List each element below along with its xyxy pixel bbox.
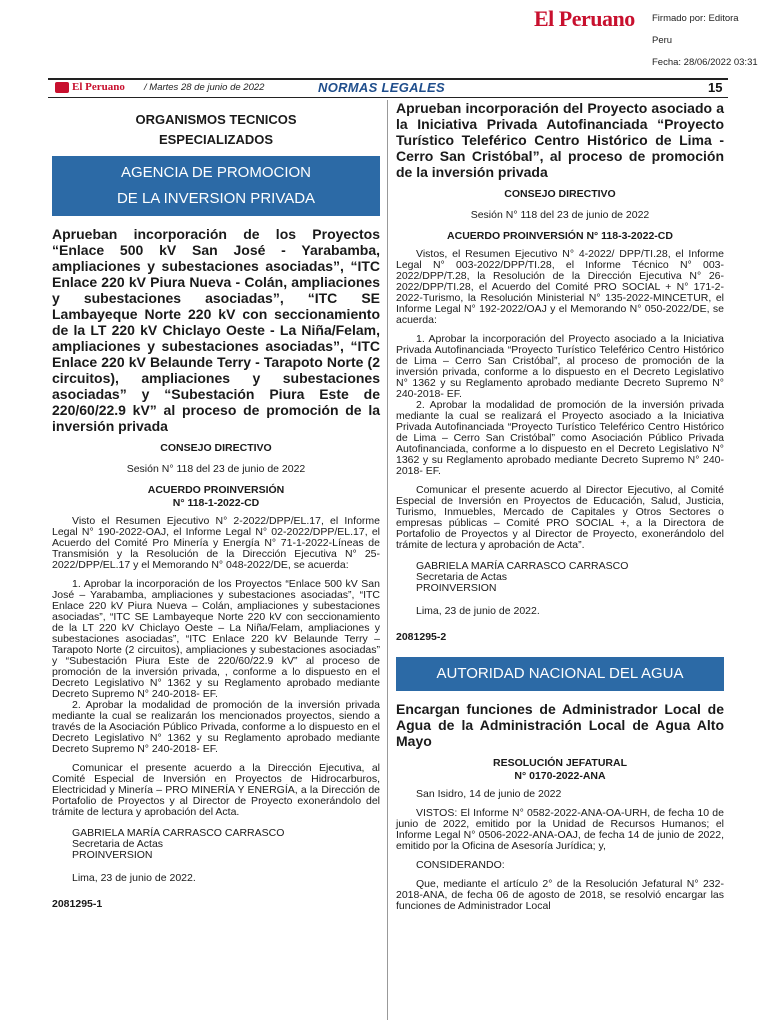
place-date: Lima, 23 de junio de 2022. <box>72 872 196 884</box>
agreement-line: ACUERDO PROINVERSIÓN <box>147 484 285 496</box>
article-title: Encargan funciones de Administrador Local de Agua de la Administración Local de Agua Alto Mayo <box>396 701 724 749</box>
paragraph: 2. Aprobar la modalidad de promoción de la inversión privada mediante la cual se realizará el Proyecto asociado a la Iniciativa Privada Autofinanciada “Proyecto Turístico Teleférico Centro Histórico de Lima – Cerro San Cristóbal” como Asociación Público Privada Autofinanciada, conforme a lo dispuesto en el Decreto Legislativo N° 1362 y su Reglamento aprobado mediante Decreto Supremo N° 240-2018- EF. <box>396 399 724 477</box>
resolution-line: RESOLUCIÓN JEFATURAL <box>493 757 627 769</box>
section-heading <box>52 110 380 150</box>
agreement-heading <box>52 484 380 510</box>
council-heading: CONSEJO DIRECTIVO <box>160 442 272 454</box>
article-title: Aprueban incorporación de los Proyectos “Enlace 500 kV San José - Yarabamba, ampliaciones y subestaciones asociadas”, “ITC Enlace 220 kV Piura Nueva - Colán, ampliaciones y subestaciones asociadas”, “ITC SE Lambayeque Norte 220 kV con seccionamiento de la LT 220 kV Chiclayo Oeste - La Niña/Felam, ampliaciones y subestaciones asociadas”, “ITC Enlace 220 kV Belaunde Terry - Tarapoto Norte (2 circuitos), ampliaciones y subestaciones asociadas” y “Subestación Piura Este de 220/60/22.9 kV” al proceso de promoción de la inversión privada <box>52 226 380 434</box>
agreement-line: N° 118-1-2022-CD <box>172 497 260 509</box>
header-date: / Martes 28 de junio de 2022 <box>144 82 265 93</box>
signature-line: Fecha: 28/06/2022 03:31 <box>652 57 758 68</box>
section-heading-line: ORGANISMOS TECNICOS <box>135 112 297 127</box>
header-logo: El Peruano <box>72 81 125 93</box>
agreement-heading: ACUERDO PROINVERSIÓN N° 118-3-2022-CD <box>447 230 673 242</box>
place-date: San Isidro, 14 de junio de 2022 <box>416 788 562 800</box>
header-section: NORMAS LEGALES <box>318 80 445 95</box>
paragraph: 1. Aprobar la incorporación de los Proyectos “Enlace 500 kV San José – Yarabamba, ampliaciones y subestaciones asociadas”, “ITC Enlace 220 kV Piura Nueva – Colán, ampliaciones y subestaciones asociadas”, “ITC SE Lambayeque Norte 220 kV con seccionamiento de la LT 220 kV Chiclayo Oeste – La Niña/Felam, ampliaciones y subestaciones asociadas”, “ITC Enlace 220 kV Belaunde Terry – Tarapoto Norte (2 circuitos), ampliaciones y subestaciones asociadas” y “Subestación Piura Este de 220/60/22.9 kV” al proceso de promoción de la inversión privada, , conforme a lo dispuesto en el Decreto Legislativo N° 1362 y su Reglamento aprobado mediante Decreto Supremo N° 240-2018- EF. <box>52 578 380 700</box>
paragraph: Comunicar el presente acuerdo al Director Ejecutivo, al Comité Especial de Inversión en Proyectos de Educación, Salud, Justicia, Turismo, Inmuebles, Mercado de Capitales y Otros Sectores o empresas públicas – Comité PRO SOCIAL +, a la Directora de Portafolio de Proyectos y al Director de Proyecto, exonerándolo del trámite de lectura y aprobación de Acta”. <box>396 484 724 551</box>
signature-block <box>72 828 380 861</box>
paragraph: Visto el Resumen Ejecutivo N° 2-2022/DPP/EL.17, el Informe Legal N° 190-2022-OAJ, el Informe Legal N° 02-2022/DPP/EL.17, el Acuerdo del Comité Pro Minería y Energía N° 71-1-2022-Líneas de Transmisión y la Resolución de la Dirección Ejecutiva N° 25-2022/DPP/EL.17 y el Memorando N° 048-2022/DE, se acuerda: <box>52 515 380 571</box>
document-code: 2081295-1 <box>52 898 103 910</box>
article-title: Aprueban incorporación del Proyecto asociado a la Iniciativa Privada Autofinanciada “Proyecto Turístico Teleférico Centro Histórico de Lima - Cerro San Cristóbal”, al proceso de promoción de la inversión privada <box>396 100 724 180</box>
paragraph: Comunicar el presente acuerdo a la Dirección Ejecutiva, al Comité Especial de Inversión en Proyectos de Hidrocarburos, Electricidad y Minería – PRO MINERÍA Y ENERGÍA, a la Dirección de Portafolio de Proyectos y al Director de Proyecto exonerándolo del trámite de lectura y aprobación del Acta. <box>52 762 380 818</box>
signer-org: PROINVERSION <box>416 582 497 594</box>
place-date: Lima, 23 de junio de 2022. <box>416 605 540 617</box>
signer-role: Secretaria de Actas <box>72 838 164 850</box>
signer-role: Secretaria de Actas <box>416 571 508 583</box>
agency-banner: AUTORIDAD NACIONAL DEL AGUA <box>396 657 724 691</box>
banner-line: AGENCIA DE PROMOCION <box>120 164 312 181</box>
signer-org: PROINVERSION <box>72 849 153 861</box>
paragraph: Vistos, el Resumen Ejecutivo N° 4-2022/ DPP/TI.28, el Informe Legal N° 003-2022/DPP/TI.28, el Informe Técnico N° 003-2022/DPP/T.28, la Resolución de la Dirección Ejecutiva N° 26-2022/DPP/TI.28, el Acuerdo del Comité PRO SOCIAL + N° 171-2-2022-Turismo, la Resolución Ministerial N° 135-2022-MINCETUR, el Informe Legal N° 192-2022/OAJ y el Memorando N° 050-2022/DE, se acuerda: <box>396 248 724 326</box>
left-column <box>52 100 380 918</box>
agency-banner <box>52 156 380 216</box>
paragraph: VISTOS: El Informe N° 0582-2022-ANA-OA-URH, de fecha 10 de junio de 2022, emitido por la Unidad de Recursos Humanos; el Informe Legal N° 0506-2022-ANA-OAJ, de fecha 14 de junio de 2022, emitido por la Oficina de Asesoría Jurídica; y, <box>396 807 724 852</box>
peru-shield-icon <box>55 82 69 93</box>
header-rule-bottom <box>48 97 728 98</box>
right-column <box>396 100 724 912</box>
session-line: Sesión N° 118 del 23 de junio de 2022 <box>126 463 306 475</box>
resolution-heading <box>396 757 724 783</box>
resolution-line: N° 0170-2022-ANA <box>514 770 606 782</box>
section-heading-line: ESPECIALIZADOS <box>158 132 274 147</box>
document-code: 2081295-2 <box>396 631 447 643</box>
signer-name: GABRIELA MARÍA CARRASCO CARRASCO <box>416 560 629 572</box>
signer-name: GABRIELA MARÍA CARRASCO CARRASCO <box>72 827 285 839</box>
page-number: 15 <box>708 80 723 95</box>
banner-line: DE LA INVERSION PRIVADA <box>116 190 316 207</box>
council-heading: CONSEJO DIRECTIVO <box>504 188 616 200</box>
column-divider <box>387 100 388 1020</box>
signature-line: Firmado por: Editora <box>652 13 739 24</box>
paragraph: Que, mediante el artículo 2° de la Resolución Jefatural N° 232-2018-ANA, de fecha 06 de agosto de 2018, se resolvió encargar las funciones de Administrador Local <box>396 878 724 912</box>
signature-line: Peru <box>652 35 673 46</box>
masthead-logo: El Peruano <box>534 6 635 31</box>
considering-heading: CONSIDERANDO: <box>416 859 505 871</box>
paragraph: 1. Aprobar la incorporación del Proyecto asociado a la Iniciativa Privada Autofinanciada “Proyecto Turístico Teleférico Centro Histórico de Lima – Cerro San Cristóbal”, al proceso de promoción de la inversión privada, conforme a lo dispuesto en el Decreto Legislativo N° 1362 y su Reglamento aprobado mediante Decreto Supremo N° 240-2018- EF. <box>396 333 724 400</box>
digital-signature <box>652 2 758 79</box>
session-line: Sesión N° 118 del 23 de junio de 2022 <box>470 209 650 221</box>
paragraph: 2. Aprobar la modalidad de promoción de la inversión privada mediante la cual se realizarán los mencionados proyectos, siendo a través de la Asociación Público Privada, conforme a lo dispuesto en el Decreto Legislativo N° 1362 y su Reglamento aprobado mediante Decreto Supremo N° 240-2018- EF. <box>52 699 380 755</box>
signature-block <box>416 561 724 594</box>
